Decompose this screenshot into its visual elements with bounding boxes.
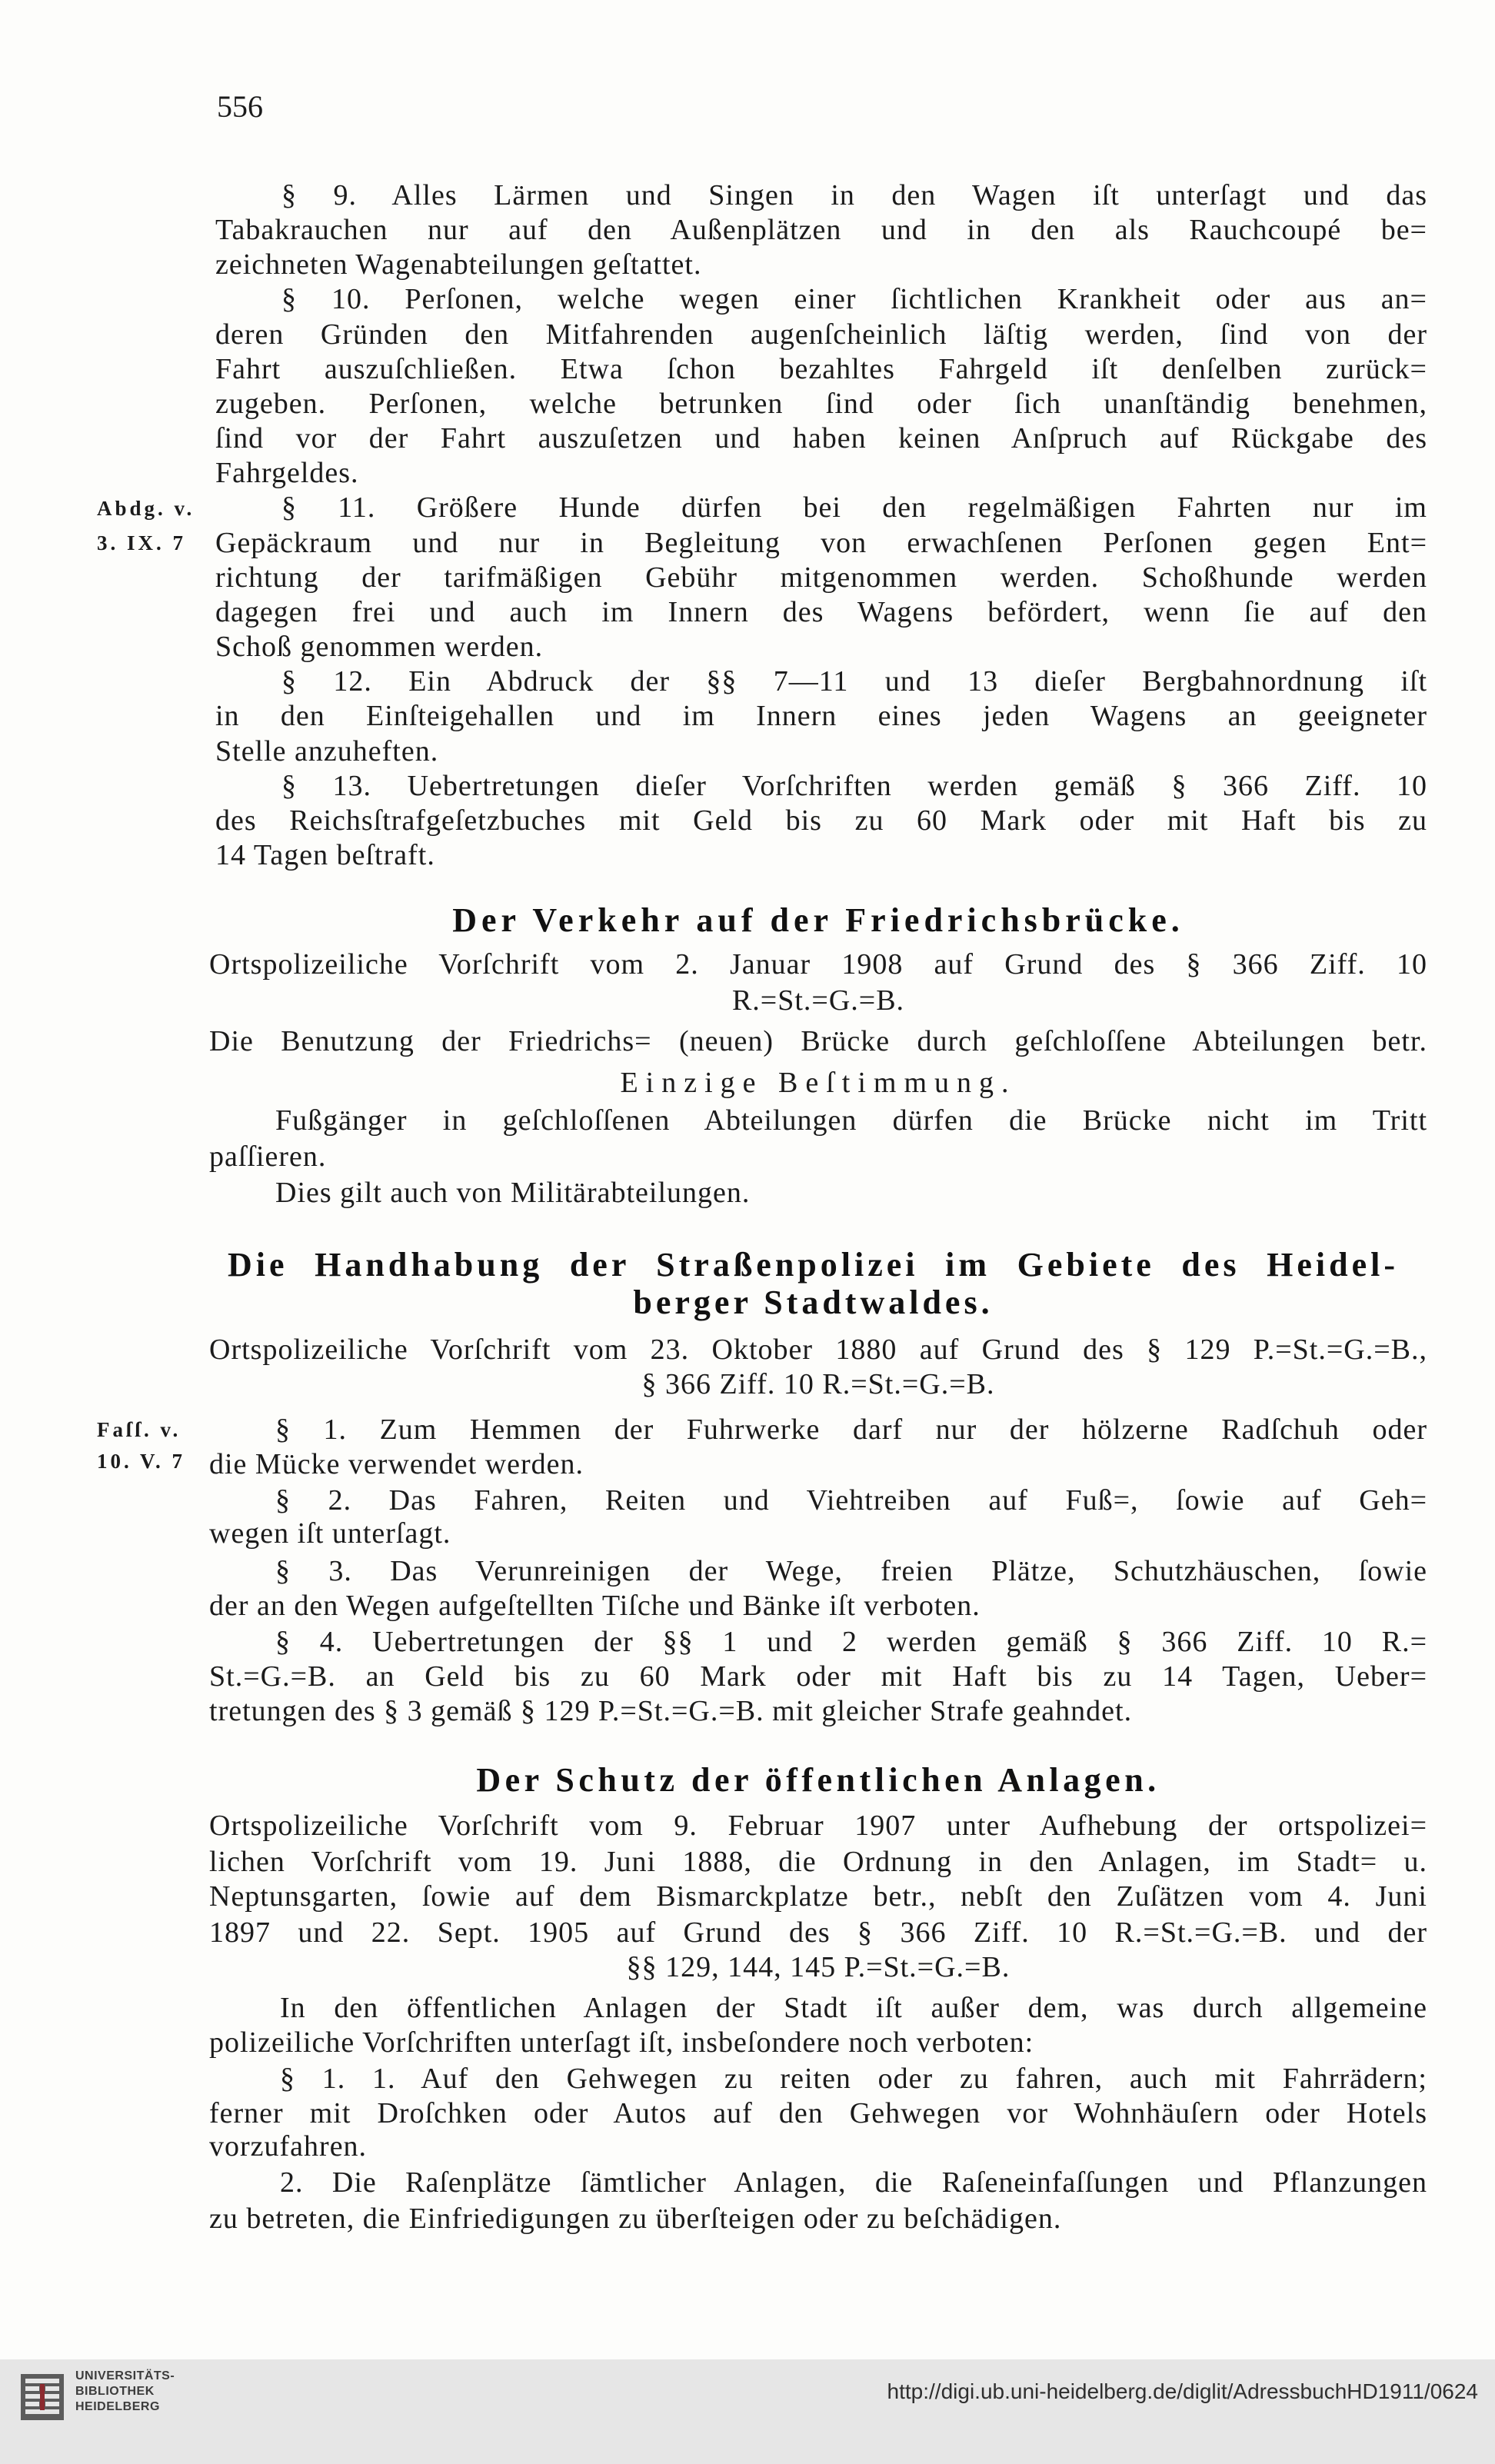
margin-note-amendment: Abdg. v. [97,497,195,520]
paragraph-13-line: § 13. Uebertretungen dieſer Vorſchriften werden gemäß § 366 Ziff. 10 [281,769,1427,802]
library-name-line: HEIDELBERG [75,2400,160,2413]
margin-note-version-date: 10. V. 7 [97,1450,186,1473]
ub-heidelberg-logo-icon [18,2372,66,2422]
provision-line: Fußgänger in geſchloſſenen Abteilungen dürfen die Brücke nicht im Tritt [275,1104,1427,1137]
library-name-line: BIBLIOTHEK [75,2385,155,2398]
paragraph-10-line: ſind vor der Fahrt auszuſetzen und haben keinen Anſpruch auf Rückgabe des [215,422,1427,455]
section-heading-friedrichsbruecke: Der Verkehr auf der Friedrichsbrücke. [452,901,1184,939]
intro-line: polizeiliche Vorſchriften unterſagt iſt, insbeſondere noch verboten: [209,2026,1034,2059]
paragraph-1-item-1-line: ferner mit Droſchken oder Autos auf den Gehwegen vor Wohnhäuſern oder Hotels [209,2097,1427,2129]
section-heading-anlagen: Der Schutz der öffentlichen Anlagen. [476,1761,1160,1799]
ordinance-line: R.=St.=G.=B. [731,984,905,1017]
paragraph-9-line: § 9. Alles Lärmen und Singen in den Wagen iſt unterſagt und das [281,179,1427,211]
paragraph-3-line: § 3. Das Verunreinigen der Wege, freien Plätze, Schutzhäuschen, ſowie [275,1555,1427,1587]
paragraph-13-line: des Reichsſtrafgeſetzbuches mit Geld bis zu 60 Mark oder mit Haft bis zu [215,804,1427,837]
paragraph-10-line: deren Gründen den Mitfahrenden augenſcheinlich läſtig werden, ſind von der [215,318,1427,351]
paragraph-12-line: Stelle anzuheften. [215,734,439,768]
paragraph-1-item-2-line: zu betreten, die Einfriedigungen zu überſteigen oder zu beſchädigen. [209,2203,1062,2235]
paragraph-2-line: § 2. Das Fahren, Reiten und Viehtreiben auf Fuß=, ſowie auf Geh= [275,1484,1427,1517]
paragraph-13-line: 14 Tagen beſtraft. [215,838,435,871]
margin-note-amendment-date: 3. IX. 7 [97,531,187,554]
paragraph-1-line: § 1. Zum Hemmen der Fuhrwerke darf nur der hölzerne Radſchuh oder [275,1413,1427,1446]
library-name [75,2369,206,2415]
paragraph-4-line: § 4. Uebertretungen der §§ 1 und 2 werden gemäß § 366 Ziff. 10 R.= [275,1626,1427,1658]
ordinance-line: lichen Vorſchrift vom 19. Juni 1888, die Ordnung in den Anlagen, im Stadt= u. [209,1846,1427,1878]
paragraph-10-line: Fahrgeldes. [215,457,359,490]
digitization-footer [0,2359,1495,2464]
paragraph-12-line: in den Einſteigehallen und im Innern eines jeden Wagens an geeigneter [215,700,1427,733]
library-name-line: UNIVERSITÄTS- [75,2369,175,2382]
paragraph-11-line: § 11. Größere Hunde dürfen bei den regelmäßigen Fahrten nur im [281,491,1427,524]
paragraph-10-line: Fahrt auszuſchließen. Etwa ſchon bezahltes Fahrgeld iſt denſelben zurück= [215,352,1427,385]
bergbahn-rules-section [215,178,1427,873]
paragraph-10-line: § 10. Perſonen, welche wegen einer ſichtlichen Krankheit oder aus an= [281,283,1427,316]
paragraph-3-line: der an den Wegen aufgeſtellten Tiſche und Bänke iſt verboten. [209,1590,981,1622]
ordinance-line: Ortspolizeiliche Vorſchrift vom 23. Oktober 1880 auf Grund des § 129 P.=St.=G.=B., [209,1334,1427,1366]
ordinance-subject: Die Benutzung der Friedrichs= (neuen) Brücke durch geſchloſſene Abteilungen betr. [209,1025,1427,1057]
ordinance-line: §§ 129, 144, 145 P.=St.=G.=B. [626,1951,1011,1983]
paragraph-12-line: § 12. Ein Abdruck der §§ 7—11 und 13 dieſer Bergbahnordnung iſt [281,665,1427,698]
ordinance-line: Ortspolizeiliche Vorſchrift vom 2. Januar 1908 auf Grund des § 366 Ziff. 10 [209,948,1427,981]
margin-note-version: Faſſ. v. [97,1418,181,1441]
paragraph-4-line: tretungen des § 3 gemäß § 129 P.=St.=G.=B. mit gleicher Strafe geahndet. [209,1695,1133,1727]
paragraph-2-line: wegen iſt unterſagt. [209,1517,451,1550]
paragraph-9-line: zeichneten Wagenabteilungen geſtattet. [215,248,702,281]
paragraph-10-line: zugeben. Perſonen, welche betrunken ſind oder ſich unanſtändig benehmen, [215,387,1427,420]
ordinance-line: Ortspolizeiliche Vorſchrift vom 9. Februar 1907 unter Aufhebung der ortspolizei= [209,1810,1427,1842]
provision-line: paſſieren. [209,1140,327,1173]
paragraph-1-line: die Mücke verwendet werden. [209,1448,584,1480]
ordinance-line: 1897 und 22. Sept. 1905 auf Grund des § 366 Ziff. 10 R.=St.=G.=B. und der [209,1916,1427,1949]
paragraph-11-line: dagegen frei und auch im Innern des Wagens befördert, wenn ſie auf den [215,595,1427,628]
intro-line: In den öffentlichen Anlagen der Stadt iſt außer dem, was durch allgemeine [280,1992,1427,2024]
source-url: http://digi.ub.uni-heidelberg.de/diglit/AdressbuchHD1911/0624 [887,2379,1478,2403]
paragraph-11-line: Schoß genommen werden. [215,631,544,664]
provision-addendum: Dies gilt auch von Militärabteilungen. [275,1177,751,1209]
page-number: 556 [217,89,263,124]
paragraph-11-line: Gepäckraum und nur in Begleitung von erwachſenen Perſonen gegen Ent= [215,526,1427,559]
paragraph-1-item-2-line: 2. Die Raſenplätze ſämtlicher Anlagen, die Raſeneinfaſſungen und Pflanzungen [280,2166,1427,2199]
ordinance-line: § 366 Ziff. 10 R.=St.=G.=B. [641,1368,995,1400]
section-heading-stadtwald: Die Handhabung der Straßenpolizei im Gebiete des Heidel- [228,1246,1399,1284]
paragraph-9-line: Tabakrauchen nur auf den Außenplätzen und in den als Rauchcoupé be= [215,214,1427,247]
paragraph-11-line: richtung der tarifmäßigen Gebühr mitgenommen werden. Schoßhunde werden [215,561,1427,594]
paragraph-1-item-1-line: § 1. 1. Auf den Gehwegen zu reiten oder zu fahren, auch mit Fahrrädern; [280,2063,1427,2095]
paragraph-4-line: St.=G.=B. an Geld bis zu 60 Mark oder mit Haft bis zu 14 Tagen, Ueber= [209,1660,1427,1693]
section-heading-stadtwald: berger Stadtwaldes. [633,1284,994,1321]
provision-title: Einzige Beſtimmung. [620,1067,1017,1099]
ordinance-line: Neptunsgarten, ſowie auf dem Bismarckplatze betr., nebſt den Zuſätzen vom 4. Juni [209,1880,1427,1913]
paragraph-1-item-1-line: vorzufahren. [209,2130,368,2163]
